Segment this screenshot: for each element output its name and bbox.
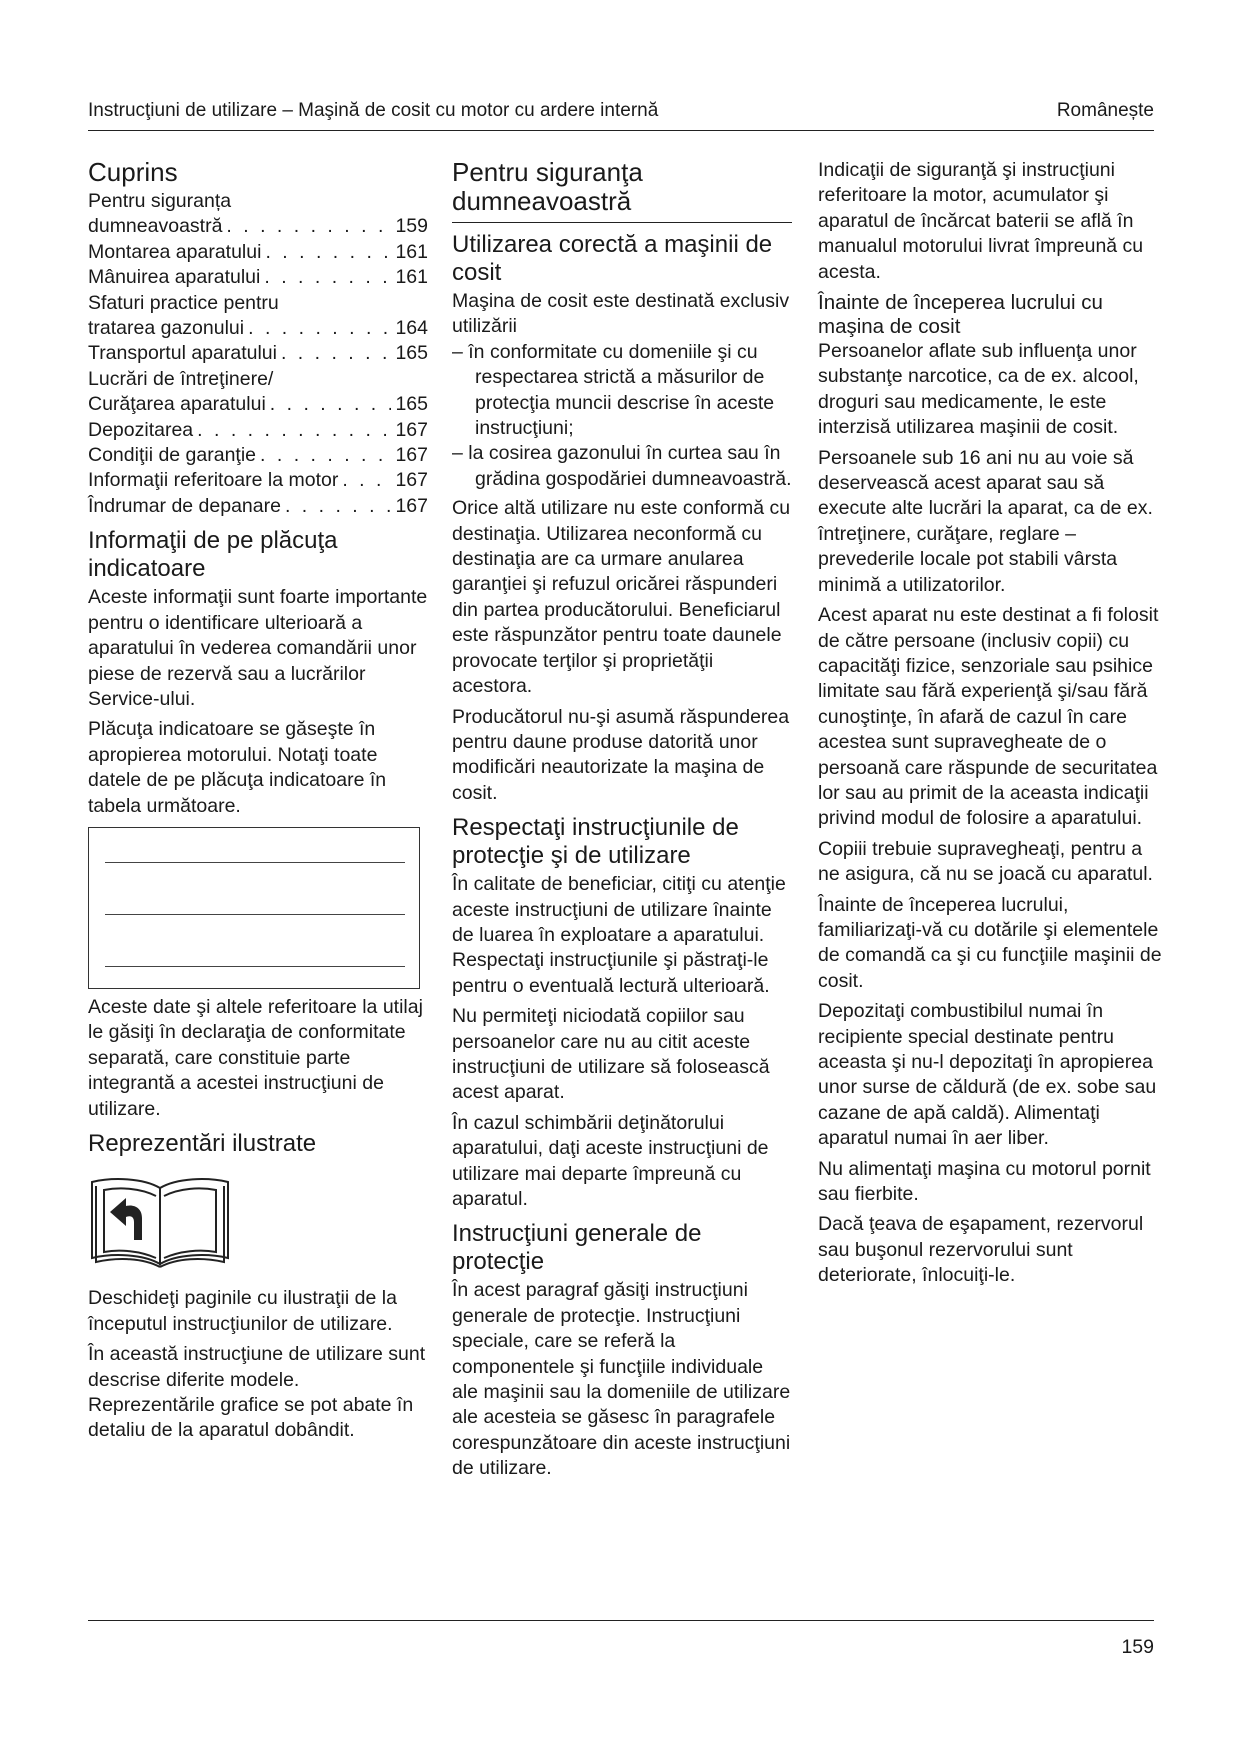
toc-entry[interactable]: Transportul aparatului . . . 165 [88, 341, 428, 366]
toc-entry[interactable]: tratarea gazonului . . . 164 [88, 316, 428, 341]
column-2 [452, 158, 792, 1487]
column-3 [818, 158, 1163, 1294]
paragraph: Orice altă utilizare nu este conformă cu destinaţia. Utilizarea neconformă cu destinaţia are ca urmare anularea garanţiei şi refuzul oricărei răspunderi din partea producătorului. Beneficiarul este răspunzător pentru toate daunele provocate terţilor şi proprietăţii acestora. [452, 497, 791, 698]
header-title: Instrucţiuni de utilizare – Maşină de cosit cu motor cu ardere internă [88, 100, 659, 121]
plate-line [105, 914, 405, 915]
paragraph: Acest aparat nu este destinat a fi folosit de către persoane (inclusiv copii) cu capacităţi fizice, senzoriale sau psihice limitate sau fără experienţă şi/sau fără cunoştinţe, în afară de cazul în care acestea sunt supravegheate de o persoană care răspunde de securitatea lor sau au primit de la aceasta indicaţii privind modul de folosire a aparatului. [818, 604, 1159, 830]
plate-line [105, 862, 405, 863]
toc-pre: Lucrări de întreţinere/ [88, 367, 274, 390]
toc-entry[interactable]: dumneavoastră . . . 159 [88, 214, 428, 239]
paragraph: Depozitaţi combustibilul numai în recipiente special destinate pentru aceasta şi nu-l depozitaţi în apropierea unor surse de căldură (de ex. sobe sau cazane de apă caldă). Alimentaţi aparatul numai în aer liber. [818, 1000, 1157, 1150]
plate-heading: Informaţii de pe plăcuţa indicatoare [88, 527, 338, 583]
toc-entry[interactable]: Curăţarea aparatului . . . 165 [88, 392, 428, 417]
paragraph: Maşina de cosit este destinată exclusiv utilizării [452, 290, 790, 338]
paragraph: Copiii trebuie supravegheaţi, pentru a ne asigura, că nu se joacă cu aparatul. [818, 837, 1153, 886]
paragraph: Persoanele sub 16 ani nu au voie să deservească acest aparat sau să execute alte lucrări la aparat, ca de ex. întreţinere, curăţare, reglare – prevederile locale pot stabili vârsta minimă a utilizatorilor. [818, 446, 1153, 596]
paragraph: Nu permiteţi niciodată copiilor sau persoanelor care nu au citit aceste instrucţiuni de utilizare să folosească acest aparat. [452, 1005, 770, 1104]
toc-entry[interactable]: Îndrumar de depanare . . . 167 [88, 494, 428, 519]
list-item: – la cosirea gazonului în curtea sau în grădina gospodăriei dumneavoastră. [452, 441, 792, 492]
header-language: Românește [1056, 100, 1154, 121]
toc-entry[interactable]: Depozitarea . . . 167 [88, 418, 428, 443]
paragraph: Deschideţi paginile cu ilustraţii de la începutul instrucţiunilor de utilizare. [88, 1287, 397, 1335]
before-work-heading: Înainte de începerea lucrului cu maşina de cosit [818, 291, 1103, 339]
paragraph: Aceste informaţii sunt foarte importante pentru o identificare ulterioară a aparatului în vederea comandării unor piese de rezervă sau a lucrărilor Service-ului. [88, 586, 428, 710]
paragraph: Indicaţii de siguranţă şi instrucţiuni referitoare la motor, acumulator şi aparatul de încărcat baterii se află în manualul motorului livrat împreună cu acesta. [818, 159, 1144, 283]
toc-title: Cuprins [88, 157, 178, 187]
plate-line [105, 966, 405, 967]
page-header [88, 100, 1154, 131]
toc-entry[interactable]: Condiţii de garanţie . . . 167 [88, 443, 428, 468]
paragraph: În calitate de beneficiar, citiţi cu atenţie aceste instrucţiuni de utilizare înainte de luarea în exploatare a aparatului. Respectaţi instrucţiunile şi păstraţi-le pentru o eventuală lectură ulterioară. [452, 873, 786, 997]
paragraph: Dacă ţeava de eşapament, rezervorul sau buşonul rezervorului sunt deteriorate, înlocuiţi-le. [818, 1213, 1144, 1287]
paragraph: Înainte de începerea lucrului, familiarizaţi-vă cu dotările şi elementele de comandă ca şi cu funcţiile maşinii de cosit. [818, 893, 1162, 992]
usage-list [452, 340, 792, 492]
safety-title: Pentru siguranţa dumneavoastră [452, 158, 792, 223]
paragraph: În această instrucţiune de utilizare sunt descrise diferite modele. Reprezentările grafice se pot abate în detaliu de la aparatul dobândit. [88, 1343, 426, 1442]
column-1 [88, 158, 428, 1449]
paragraph: Plăcuţa indicatoare se găseşte în apropierea motorului. Notaţi toate datele de pe plăcuţa indicatoare în tabela următoare. [88, 718, 387, 817]
paragraph: Producătorul nu-şi asumă răspunderea pentru daune produse datorită unor modificări neautorizate la maşina de cosit. [452, 705, 790, 804]
paragraph: Nu alimentaţi maşina cu motorul pornit sau fierbite. [818, 1157, 1151, 1206]
paragraph: În cazul schimbării deţinătorului aparatului, daţi aceste instrucţiuni de utilizare mai departe împreună cu aparatul. [452, 1111, 769, 1210]
page-number: 159 [1121, 1636, 1154, 1658]
table-of-contents [88, 189, 428, 519]
toc-entry[interactable]: Informaţii referitoare la motor . . . 167 [88, 468, 428, 493]
rating-plate-table [88, 827, 420, 989]
paragraph: Persoanelor aflate sub influenţa unor substanţe narcotice, ca de ex. alcool, droguri sau medicamente, le este interzisă utilizarea maşinii de cosit. [818, 340, 1139, 439]
observe-instructions-heading: Respectaţi instrucţiunile de protecţie şi de utilizare [452, 814, 739, 870]
toc-pre: Pentru siguranța [88, 190, 232, 212]
paragraph: În acest paragraf găsiţi instrucţiuni generale de protecţie. Instrucţiuni speciale, care se referă la componentele şi funcţiile individuale ale maşinii sau la domeniile de utilizare ale acesteia se găsesc în paragrafele corespunzătoare din aceste instrucţiuni de utilizare. [452, 1279, 791, 1480]
list-item: – în conformitate cu domeniile şi cu respectarea strictă a măsurilor de protecţia muncii descrise în aceste instrucţiuni; [452, 340, 792, 442]
open-book-icon [88, 1174, 233, 1269]
correct-use-heading: Utilizarea corectă a maşinii de cosit [452, 231, 773, 286]
general-protection-heading: Instrucţiuni generale de protecţie [452, 1220, 702, 1276]
illustrations-heading: Reprezentări ilustrate [88, 1129, 317, 1157]
toc-entry[interactable]: Mânuirea aparatului . . . 161 [88, 265, 428, 290]
paragraph: Aceste date şi altele referitoare la utilaj le găsiţi în declaraţia de conformitate separată, care constituie parte integrantă a acestei instrucţiuni de utilizare. [88, 995, 423, 1120]
footer-rule [88, 1620, 1154, 1621]
toc-entry[interactable]: Montarea aparatului . . . 161 [88, 240, 428, 265]
toc-pre: Sfaturi practice pentru [88, 291, 279, 314]
